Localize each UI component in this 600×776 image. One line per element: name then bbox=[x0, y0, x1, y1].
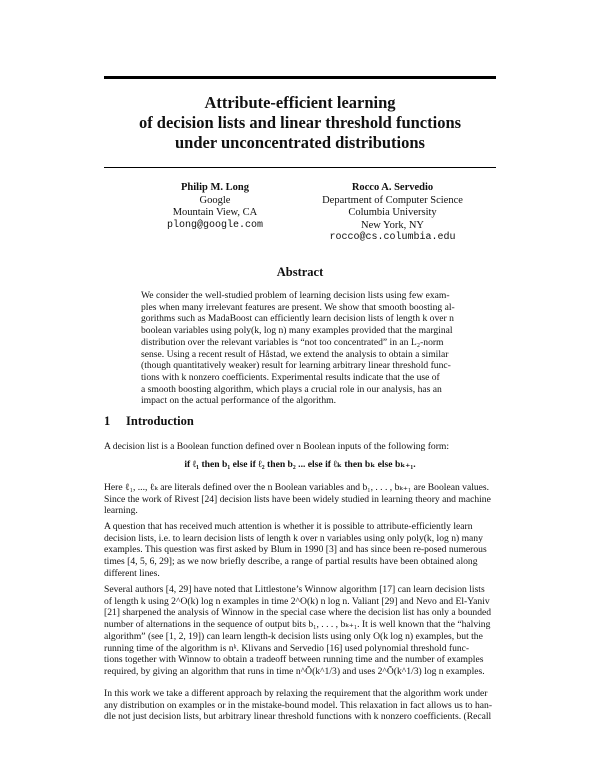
abstract-line: tions with k nonzero coefficients. Experimental results indicate that the use of bbox=[141, 371, 440, 383]
paragraph-line: Since the work of Rivest [24] decision lists have been widely studied in learning theory and machine bbox=[104, 493, 491, 505]
paragraph-line: times [4, 5, 6, 29]; as we now briefly describe, a range of partial results have been obtained along bbox=[104, 556, 478, 568]
title-line: under unconcentrated distributions bbox=[175, 133, 425, 152]
author-name: Rocco A. Servedio bbox=[351, 182, 434, 193]
author-affiliation: Mountain View, CA bbox=[172, 207, 258, 218]
paragraph-2 bbox=[104, 521, 496, 580]
paragraph-line: learning. bbox=[104, 505, 138, 517]
abstract-line: We consider the well-studied problem of learning decision lists using few exam- bbox=[141, 290, 450, 301]
paragraph-line: dle not just decision lists, but arbitrary linear threshold functions with k nonzero coefficients. (Recall bbox=[104, 711, 492, 723]
section-heading bbox=[104, 414, 496, 429]
author-block-long bbox=[130, 182, 300, 232]
author-affiliation: Google bbox=[199, 194, 231, 206]
abstract-line: (though quantitatively weaker) result for learning arbitrary linear threshold func- bbox=[141, 360, 451, 372]
title-line: Attribute-efficient learning bbox=[204, 93, 396, 112]
paragraph-line: examples. This question was first asked by Blum in 1990 [3] and has since been re-posed numerous bbox=[104, 544, 487, 556]
paragraph-line: Several authors [4, 29] have noted that Littlestone’s Winnow algorithm [17] can learn decision lists bbox=[104, 584, 485, 595]
section-title: Introduction bbox=[126, 414, 194, 428]
abstract-line: ples when many irrelevant features are present. We show that smooth boosting al- bbox=[141, 301, 455, 313]
intro-sentence: A decision list is a Boolean function defined over n Boolean inputs of the following form: bbox=[104, 441, 450, 452]
author-email[interactable]: plong@google.com bbox=[166, 219, 263, 231]
paragraph-line: different lines. bbox=[104, 567, 160, 579]
paragraph-line: algorithm” (see [1, 2, 19]) can learn length-k decision lists using only O(k log n) examples, but the bbox=[104, 630, 483, 642]
author-affiliation: Columbia University bbox=[348, 207, 437, 218]
paper-title bbox=[104, 93, 496, 153]
paragraph-line: of length k using 2^O(k) log n examples in time 2^O(k) n log n. Valiant [29] and Nevo and El-Yaniv bbox=[104, 595, 490, 607]
paragraph-1 bbox=[104, 482, 496, 517]
author-email[interactable]: rocco@cs.columbia.edu bbox=[329, 232, 456, 243]
paragraph-line: In this work we take a different approach by relaxing the requirement that the algorithm work under bbox=[104, 688, 488, 699]
top-rule bbox=[104, 76, 496, 79]
decision-list-formula: if ℓ₁ then b₁ else if ℓ₂ then b₂ ... else if ℓₖ then bₖ else bₖ₊₁. bbox=[184, 459, 416, 470]
paragraph-line: any distribution on examples or in the mistake-bound model. This relaxation in fact allows us to han- bbox=[104, 699, 493, 711]
author-affiliation: Department of Computer Science bbox=[322, 194, 463, 206]
paragraph-line: A question that has received much attention is whether it is possible to attribute-efficiently learn bbox=[104, 521, 473, 532]
paragraph-line: number of alternations in the sequence of output bits b₁, . . . , bₖ₊₁. It is well known that the “halving bbox=[104, 619, 491, 631]
title-line: of decision lists and linear threshold functions bbox=[138, 113, 462, 132]
paragraph-line: tions together with Winnow to obtain a tradeoff between running time and the number of examples bbox=[104, 654, 484, 666]
paragraph-line: decision lists, i.e. to learn decision lists of length k over n variables using only poly(k, log n) many bbox=[104, 532, 483, 544]
author-affiliation: New York, NY bbox=[360, 219, 424, 231]
paragraph-line: Here ℓ₁, ..., ℓₖ are literals defined over the n Boolean variables and b₁, . . . , bₖ₊₁ are Boolean values. bbox=[104, 482, 490, 493]
author-block-servedio bbox=[300, 182, 485, 245]
bottom-rule bbox=[104, 167, 496, 168]
abstract-line: gorithms such as MadaBoost can efficiently learn decision lists of length k over n bbox=[141, 313, 454, 325]
abstract-line: distribution over the relevant variables is “not too concentrated” in an L₂-norm bbox=[141, 336, 444, 348]
author-name: Philip M. Long bbox=[181, 182, 249, 193]
abstract-line: a smooth boosting algorithm, which plays a crucial role in our analysis, has an bbox=[141, 383, 442, 395]
paragraph-line: [21] sharpened the analysis of Winnow in the special case where the decision list has only a bounded bbox=[104, 607, 492, 619]
abstract-line: sense. Using a recent result of Håstad, we extend the analysis to obtain a similar bbox=[141, 348, 449, 360]
paragraph-4 bbox=[104, 688, 496, 723]
abstract-body bbox=[141, 290, 462, 407]
abstract-line: impact on the actual performance of the algorithm. bbox=[141, 395, 336, 407]
paragraph-line: required, by giving an algorithm that runs in time n^Õ(k^1/3) and uses 2^Õ(k^1/3) log n examples. bbox=[104, 665, 485, 677]
abstract-line: boolean variables using poly(k, log n) many examples provided that the marginal bbox=[141, 325, 453, 337]
section-number: 1 bbox=[104, 414, 111, 428]
paragraph-line: running time of the algorithm is nᵏ. Klivans and Servedio [16] used polynomial threshold func- bbox=[104, 642, 470, 654]
paragraph-3 bbox=[104, 584, 496, 678]
abstract-heading: Abstract bbox=[276, 265, 324, 279]
